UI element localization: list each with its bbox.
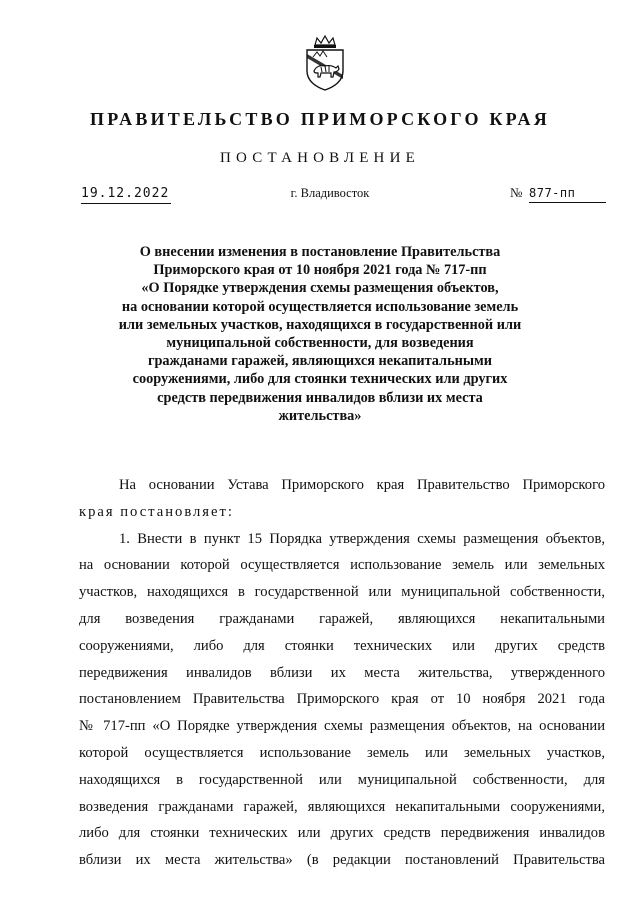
document-subject xyxy=(100,243,540,425)
coat-of-arms-icon xyxy=(301,35,349,91)
document-date: 19.12.2022 xyxy=(81,186,171,204)
document-number: 877-пп xyxy=(529,186,606,203)
document-place: г. Владивосток xyxy=(290,186,370,200)
body-line: передвижения инвалидов вблизи их места жительства, утвержденного xyxy=(79,664,605,681)
subject-line: О внесении изменения в постановление Правительства xyxy=(139,244,501,260)
organization-title: ПРАВИТЕЛЬСТВО ПРИМОРСКОГО КРАЯ xyxy=(90,109,550,129)
body-line: На основании Устава Приморского края Правительство Приморского xyxy=(119,477,605,493)
subject-line: муниципальной собственности, для возведения xyxy=(166,335,474,352)
document-number-block xyxy=(510,185,606,203)
body-line: участков, находящихся в государственной или муниципальной собственности, xyxy=(79,584,605,601)
body-line: либо для стоянки технических или других средств передвижения инвалидов xyxy=(79,825,605,842)
emblem xyxy=(301,35,349,91)
subject-line: жительства» xyxy=(278,407,362,424)
subject-line: сооружениями, либо для стоянки технических или других xyxy=(132,371,508,388)
body-line: сооружениями, либо для стоянки технических или других средств xyxy=(79,637,605,654)
body-line: 1. Внести в пункт 15 Порядка утверждения схемы размещения объектов, xyxy=(119,530,605,547)
subject-line: Приморского края от 10 ноября 2021 года № 717-пп xyxy=(153,262,487,279)
number-prefix: № xyxy=(510,185,523,200)
body-line: возведения гражданами гаражей, являющихся некапитальными сооружениями, xyxy=(79,798,605,815)
subject-line: «О Порядке утверждения схемы размещения объектов, xyxy=(141,280,499,297)
subject-line: на основании которой осуществляется использование земель xyxy=(121,298,519,315)
body-line: постановлением Правительства Приморского края от 10 ноября 2021 года xyxy=(79,691,605,708)
body-line: вблизи их места жительства» (в редакции постановлений Правительства xyxy=(79,852,605,869)
subject-line: средств передвижения инвалидов вблизи их места xyxy=(157,389,483,406)
body-line: на основании которой осуществляется использование земель или земельных xyxy=(79,557,605,574)
body-line: которой осуществляется использование земель или земельных участков, xyxy=(79,744,605,761)
subject-line: или земельных участков, находящихся в государственной или xyxy=(118,316,522,333)
document-body xyxy=(79,472,605,874)
body-line: для возведения гражданами гаражей, являющихся некапитальными xyxy=(79,610,605,627)
body-line: края постановляет: xyxy=(79,503,234,520)
body-line: № 717-пп «О Порядке утверждения схемы размещения объектов, на основании xyxy=(79,718,605,735)
body-line: находящихся в государственной или муниципальной собственности, для xyxy=(79,771,605,788)
subject-line: гражданами гаражей, являющихся некапитальными xyxy=(147,353,493,370)
document-type: ПОСТАНОВЛЕНИЕ xyxy=(220,150,420,166)
